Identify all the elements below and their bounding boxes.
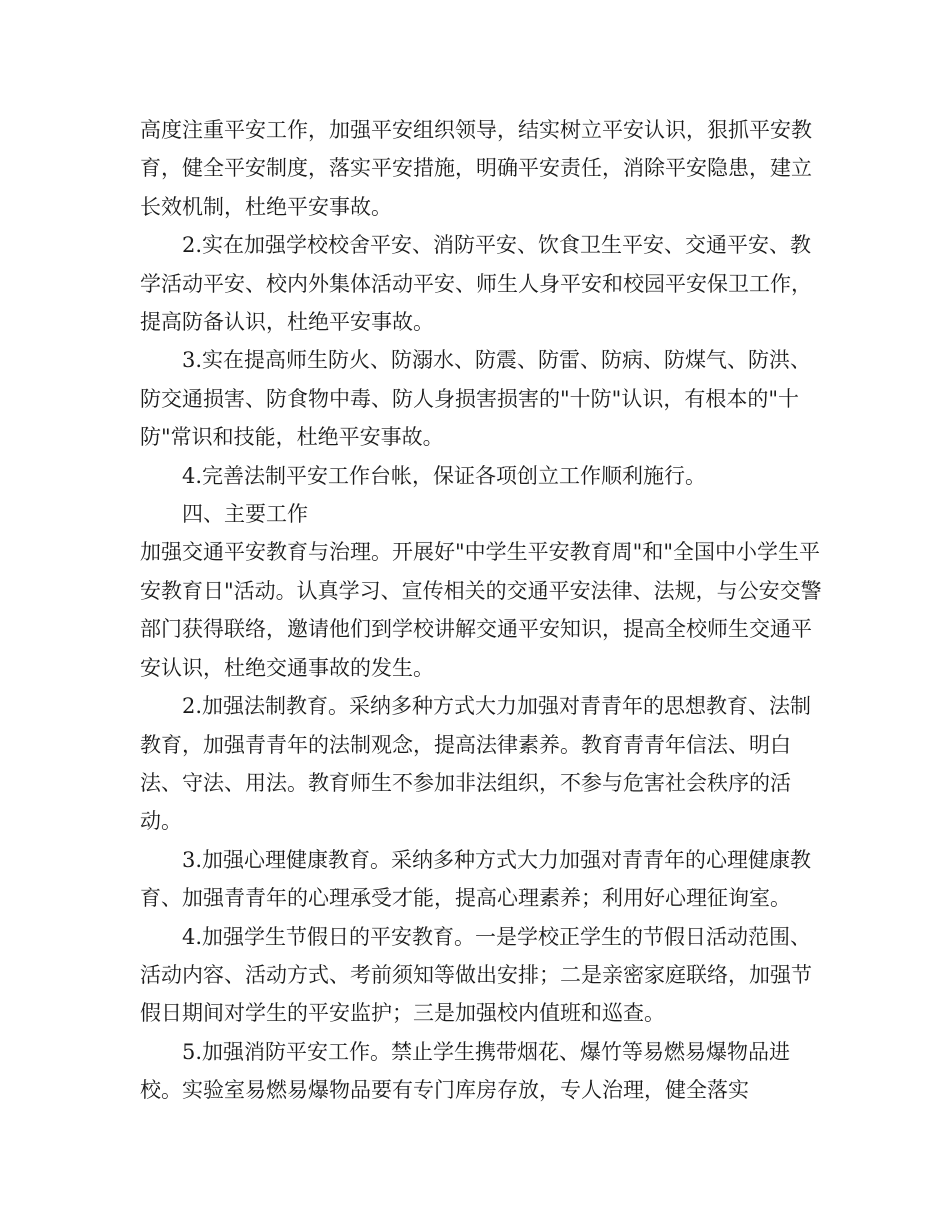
- paragraph-item-4: 4.完善法制平安工作台帐，保证各项创立工作顺利施行。: [182, 463, 707, 488]
- paragraph-mental-health: 3.加强心理健康教育。采纳多种方式大力加强对青青年的心理健康教育、加强青青年的心理承受才能，提高心理素养；利用好心理征询室。: [140, 847, 812, 911]
- paragraph-fire-safety: 5.加强消防平安工作。禁止学生携带烟花、爆竹等易燃易爆物品进校。实验室易燃易爆物品要有专门库房存放，专人治理，健全落实: [140, 1039, 791, 1103]
- paragraph-traffic-safety: 加强交通平安教育与治理。开展好"中学生平安教育周"和"全国中小学生平安教育日"活动。认真学习、宣传相关的交通平安法律、法规，与公安交警部门获得联络，邀请他们到学校讲解交通平安知识，提高全校师生交通平安认识，杜绝交通事故的发生。: [140, 540, 822, 680]
- paragraph-item-2: 2.实在加强学校校舍平安、消防平安、饮食卫生平安、交通平安、教学活动平安、校内外集体活动平安、师生人身平安和校园平安保卫工作，提高防备认识，杜绝平安事故。: [140, 233, 812, 335]
- document-body: [140, 111, 830, 1110]
- paragraph-legal-education: 2.加强法制教育。采纳多种方式大力加强对青青年的思想教育、法制教育，加强青青年的法制观念，提高法律素养。教育青青年信法、明白法、守法、用法。教育师生不参加非法组织，不参与危害社会秩序的活动。: [140, 694, 812, 834]
- paragraph-holiday-safety: 4.加强学生节假日的平安教育。一是学校正学生的节假日活动范围、活动内容、活动方式、考前须知等做出安排；二是亲密家庭联络，加强节假日期间对学生的平安监护；三是加强校内值班和巡查。: [140, 924, 812, 1026]
- paragraph-intro: 高度注重平安工作，加强平安组织领导，结实树立平安认识，狠抓平安教育，健全平安制度，落实平安措施，明确平安责任，消除平安隐患，建立长效机制，杜绝平安事故。: [140, 118, 812, 219]
- section-heading-main-work: 四、主要工作: [182, 502, 308, 527]
- paragraph-item-3: 3.实在提高师生防火、防溺水、防震、防雷、防病、防煤气、防洪、防交通损害、防食物中毒、防人身损害损害的"十防"认识，有根本的"十防"常识和技能，杜绝平安事故。: [140, 348, 812, 450]
